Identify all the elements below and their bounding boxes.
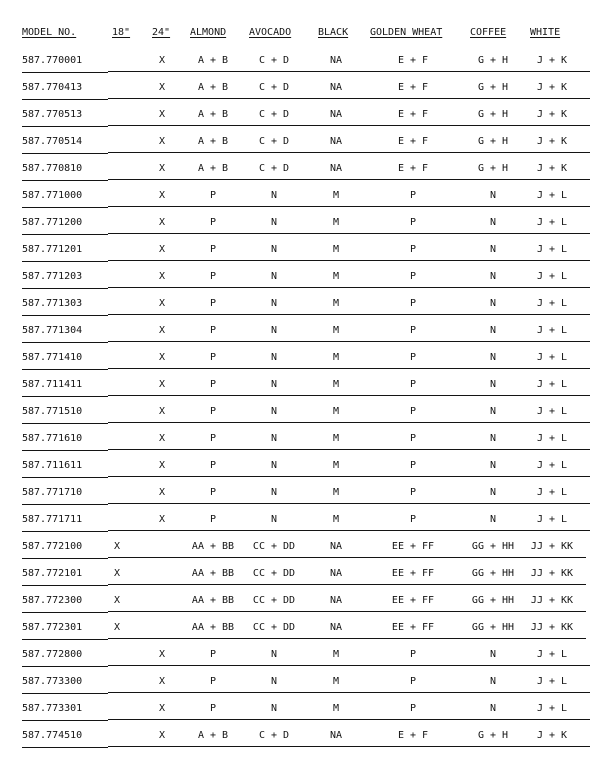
cell-coffee: N (489, 325, 497, 336)
cell-avocado: C + D (258, 109, 290, 120)
cell-golden-wheat: P (409, 244, 417, 255)
model-number: 587.711411 (22, 379, 108, 397)
cell-18-inch: X (113, 568, 121, 579)
model-number: 587.771000 (22, 190, 108, 208)
cell-black: M (332, 244, 340, 255)
row-rule (108, 584, 586, 585)
row-rule (108, 449, 590, 450)
cell-white: J + L (536, 379, 568, 390)
cell-coffee: GG + HH (471, 568, 515, 579)
model-number: 587.771510 (22, 406, 108, 424)
cell-almond: P (209, 514, 217, 525)
cell-avocado: C + D (258, 136, 290, 147)
model-number: 587.772300 (22, 595, 108, 613)
cell-avocado: N (270, 649, 278, 660)
cell-24-inch: X (158, 514, 166, 525)
cell-avocado: C + D (258, 55, 290, 66)
cell-coffee: N (489, 649, 497, 660)
cell-almond: P (209, 649, 217, 660)
row-rule (108, 287, 590, 288)
model-number: 587.771711 (22, 514, 108, 532)
table-row (0, 541, 608, 568)
cell-golden-wheat: P (409, 190, 417, 201)
cell-white: J + L (536, 190, 568, 201)
cell-almond: P (209, 487, 217, 498)
cell-24-inch: X (158, 676, 166, 687)
cell-black: M (332, 460, 340, 471)
table-row (0, 244, 608, 271)
cell-avocado: N (270, 271, 278, 282)
cell-coffee: GG + HH (471, 622, 515, 633)
model-number: 587.771303 (22, 298, 108, 316)
cell-black: M (332, 379, 340, 390)
model-number: 587.772301 (22, 622, 108, 640)
cell-24-inch: X (158, 217, 166, 228)
cell-coffee: N (489, 487, 497, 498)
row-rule (108, 665, 590, 666)
cell-avocado: N (270, 352, 278, 363)
cell-black: M (332, 433, 340, 444)
cell-almond: P (209, 460, 217, 471)
cell-coffee: GG + HH (471, 595, 515, 606)
table-row (0, 109, 608, 136)
cell-golden-wheat: E + F (397, 109, 429, 120)
cell-golden-wheat: EE + FF (391, 622, 435, 633)
cell-almond: P (209, 190, 217, 201)
cell-golden-wheat: P (409, 325, 417, 336)
cell-avocado: N (270, 298, 278, 309)
table-row (0, 55, 608, 82)
row-rule (108, 746, 590, 747)
row-rule (108, 125, 590, 126)
cell-white: J + L (536, 433, 568, 444)
row-rule (108, 233, 590, 234)
cell-avocado: N (270, 433, 278, 444)
cell-white: J + L (536, 325, 568, 336)
row-rule (108, 98, 590, 99)
cell-almond: P (209, 298, 217, 309)
cell-almond: A + B (197, 136, 229, 147)
header-18-inch: 18" (112, 27, 131, 38)
cell-almond: P (209, 406, 217, 417)
cell-24-inch: X (158, 433, 166, 444)
cell-avocado: C + D (258, 730, 290, 741)
cell-coffee: G + H (477, 55, 509, 66)
cell-avocado: CC + DD (252, 595, 296, 606)
header-coffee: COFFEE (470, 27, 507, 38)
cell-white: J + L (536, 649, 568, 660)
row-rule (108, 314, 590, 315)
table-row (0, 217, 608, 244)
cell-24-inch: X (158, 730, 166, 741)
row-rule (108, 152, 590, 153)
cell-24-inch: X (158, 352, 166, 363)
cell-white: J + K (536, 109, 568, 120)
cell-golden-wheat: P (409, 433, 417, 444)
cell-24-inch: X (158, 649, 166, 660)
cell-coffee: N (489, 676, 497, 687)
cell-golden-wheat: P (409, 298, 417, 309)
row-rule (108, 395, 590, 396)
row-rule (108, 422, 590, 423)
cell-black: M (332, 325, 340, 336)
row-rule (108, 638, 586, 639)
cell-coffee: N (489, 190, 497, 201)
cell-coffee: N (489, 352, 497, 363)
table-row (0, 352, 608, 379)
header-golden-wheat: GOLDEN WHEAT (370, 27, 443, 38)
cell-coffee: N (489, 217, 497, 228)
cell-golden-wheat: P (409, 460, 417, 471)
table-row (0, 703, 608, 730)
cell-avocado: N (270, 244, 278, 255)
table-row (0, 379, 608, 406)
cell-almond: P (209, 271, 217, 282)
model-number: 587.770413 (22, 82, 108, 100)
cell-white: J + L (536, 271, 568, 282)
table-row (0, 325, 608, 352)
cell-white: J + L (536, 514, 568, 525)
table-row (0, 298, 608, 325)
row-rule (108, 206, 590, 207)
table-row (0, 514, 608, 541)
header-almond: ALMOND (190, 27, 227, 38)
cell-white: J + K (536, 163, 568, 174)
cell-golden-wheat: P (409, 514, 417, 525)
cell-avocado: N (270, 460, 278, 471)
cell-24-inch: X (158, 460, 166, 471)
header-avocado: AVOCADO (249, 27, 292, 38)
cell-white: JJ + KK (530, 541, 574, 552)
row-rule (108, 557, 586, 558)
cell-coffee: G + H (477, 82, 509, 93)
cell-white: J + K (536, 730, 568, 741)
cell-24-inch: X (158, 406, 166, 417)
cell-24-inch: X (158, 703, 166, 714)
cell-black: NA (329, 568, 343, 579)
cell-black: NA (329, 109, 343, 120)
cell-white: J + K (536, 136, 568, 147)
cell-black: NA (329, 163, 343, 174)
cell-almond: P (209, 325, 217, 336)
cell-coffee: G + H (477, 730, 509, 741)
cell-black: NA (329, 82, 343, 93)
cell-black: M (332, 298, 340, 309)
cell-avocado: C + D (258, 163, 290, 174)
cell-black: NA (329, 136, 343, 147)
cell-almond: P (209, 217, 217, 228)
cell-white: JJ + KK (530, 568, 574, 579)
cell-black: M (332, 703, 340, 714)
cell-24-inch: X (158, 190, 166, 201)
table-row (0, 271, 608, 298)
cell-golden-wheat: E + F (397, 730, 429, 741)
cell-white: J + L (536, 217, 568, 228)
model-number: 587.773301 (22, 703, 108, 721)
cell-avocado: N (270, 325, 278, 336)
cell-24-inch: X (158, 298, 166, 309)
cell-coffee: N (489, 379, 497, 390)
model-number: 587.771203 (22, 271, 108, 289)
cell-black: NA (329, 55, 343, 66)
row-rule (108, 179, 590, 180)
cell-avocado: N (270, 514, 278, 525)
row-rule (108, 611, 586, 612)
cell-white: J + L (536, 352, 568, 363)
model-number: 587.772100 (22, 541, 108, 559)
model-number: 587.771200 (22, 217, 108, 235)
cell-golden-wheat: E + F (397, 82, 429, 93)
table-row (0, 136, 608, 163)
header-24-inch: 24" (152, 27, 171, 38)
cell-golden-wheat: P (409, 406, 417, 417)
model-number: 587.770514 (22, 136, 108, 154)
cell-coffee: G + H (477, 136, 509, 147)
model-number: 587.772800 (22, 649, 108, 667)
row-rule (108, 368, 590, 369)
table-row (0, 163, 608, 190)
model-number: 587.770810 (22, 163, 108, 181)
model-number: 587.770001 (22, 55, 108, 73)
cell-avocado: CC + DD (252, 568, 296, 579)
model-number: 587.770513 (22, 109, 108, 127)
cell-avocado: N (270, 703, 278, 714)
cell-golden-wheat: P (409, 352, 417, 363)
table-row (0, 433, 608, 460)
cell-24-inch: X (158, 109, 166, 120)
table-row (0, 190, 608, 217)
cell-24-inch: X (158, 271, 166, 282)
cell-golden-wheat: P (409, 271, 417, 282)
cell-coffee: N (489, 298, 497, 309)
model-number: 587.771304 (22, 325, 108, 343)
cell-black: M (332, 271, 340, 282)
cell-white: J + K (536, 82, 568, 93)
cell-white: J + K (536, 55, 568, 66)
cell-white: JJ + KK (530, 622, 574, 633)
cell-golden-wheat: E + F (397, 163, 429, 174)
cell-golden-wheat: P (409, 487, 417, 498)
cell-coffee: G + H (477, 163, 509, 174)
cell-avocado: N (270, 487, 278, 498)
header-white: WHITE (530, 27, 561, 38)
cell-24-inch: X (158, 244, 166, 255)
cell-almond: AA + BB (191, 541, 235, 552)
cell-golden-wheat: P (409, 379, 417, 390)
row-rule (108, 71, 590, 72)
cell-avocado: CC + DD (252, 541, 296, 552)
table-row (0, 487, 608, 514)
cell-golden-wheat: P (409, 703, 417, 714)
cell-golden-wheat: P (409, 217, 417, 228)
header-model-no: MODEL NO. (22, 27, 77, 38)
cell-avocado: C + D (258, 82, 290, 93)
cell-golden-wheat: E + F (397, 136, 429, 147)
table-row (0, 568, 608, 595)
cell-white: J + L (536, 487, 568, 498)
cell-24-inch: X (158, 136, 166, 147)
cell-almond: AA + BB (191, 622, 235, 633)
table-row (0, 82, 608, 109)
cell-24-inch: X (158, 55, 166, 66)
cell-coffee: N (489, 271, 497, 282)
cell-white: J + L (536, 298, 568, 309)
cell-golden-wheat: EE + FF (391, 541, 435, 552)
cell-coffee: N (489, 703, 497, 714)
cell-18-inch: X (113, 541, 121, 552)
cell-almond: P (209, 433, 217, 444)
cell-avocado: N (270, 190, 278, 201)
cell-almond: P (209, 703, 217, 714)
cell-avocado: N (270, 406, 278, 417)
cell-18-inch: X (113, 622, 121, 633)
cell-black: NA (329, 622, 343, 633)
cell-24-inch: X (158, 163, 166, 174)
row-rule (108, 260, 590, 261)
cell-black: NA (329, 730, 343, 741)
cell-coffee: N (489, 433, 497, 444)
cell-golden-wheat: EE + FF (391, 568, 435, 579)
model-number: 587.772101 (22, 568, 108, 586)
table-row (0, 649, 608, 676)
cell-24-inch: X (158, 325, 166, 336)
row-rule (108, 719, 590, 720)
table-row (0, 622, 608, 649)
cell-golden-wheat: E + F (397, 55, 429, 66)
model-number: 587.771610 (22, 433, 108, 451)
table-row (0, 676, 608, 703)
cell-white: J + L (536, 703, 568, 714)
cell-coffee: N (489, 514, 497, 525)
cell-24-inch: X (158, 82, 166, 93)
cell-white: JJ + KK (530, 595, 574, 606)
cell-coffee: N (489, 460, 497, 471)
cell-black: M (332, 676, 340, 687)
cell-24-inch: X (158, 379, 166, 390)
cell-almond: P (209, 676, 217, 687)
cell-white: J + L (536, 244, 568, 255)
cell-black: M (332, 217, 340, 228)
cell-almond: P (209, 379, 217, 390)
cell-golden-wheat: P (409, 649, 417, 660)
cell-coffee: N (489, 406, 497, 417)
cell-coffee: GG + HH (471, 541, 515, 552)
cell-almond: AA + BB (191, 595, 235, 606)
cell-almond: P (209, 244, 217, 255)
table-row (0, 730, 608, 757)
cell-black: NA (329, 595, 343, 606)
table-row (0, 460, 608, 487)
cell-golden-wheat: P (409, 676, 417, 687)
cell-avocado: N (270, 676, 278, 687)
cell-black: M (332, 352, 340, 363)
cell-almond: AA + BB (191, 568, 235, 579)
table-row (0, 406, 608, 433)
row-rule (108, 341, 590, 342)
cell-almond: A + B (197, 730, 229, 741)
model-number: 587.771710 (22, 487, 108, 505)
cell-18-inch: X (113, 595, 121, 606)
cell-almond: P (209, 352, 217, 363)
cell-golden-wheat: EE + FF (391, 595, 435, 606)
cell-coffee: G + H (477, 109, 509, 120)
table-row (0, 595, 608, 622)
row-rule (108, 503, 590, 504)
cell-black: NA (329, 541, 343, 552)
cell-coffee: N (489, 244, 497, 255)
cell-black: M (332, 514, 340, 525)
cell-avocado: N (270, 379, 278, 390)
cell-avocado: CC + DD (252, 622, 296, 633)
model-number: 587.774510 (22, 730, 108, 748)
cell-24-inch: X (158, 487, 166, 498)
cell-black: M (332, 649, 340, 660)
cell-almond: A + B (197, 55, 229, 66)
cell-black: M (332, 190, 340, 201)
cell-avocado: N (270, 217, 278, 228)
header-black: BLACK (318, 27, 349, 38)
model-number: 587.771201 (22, 244, 108, 262)
row-rule (108, 476, 590, 477)
row-rule (108, 530, 590, 531)
row-rule (108, 692, 590, 693)
model-number: 587.771410 (22, 352, 108, 370)
cell-white: J + L (536, 406, 568, 417)
cell-almond: A + B (197, 163, 229, 174)
cell-almond: A + B (197, 109, 229, 120)
model-number: 587.773300 (22, 676, 108, 694)
cell-white: J + L (536, 460, 568, 471)
model-number: 587.711611 (22, 460, 108, 478)
cell-black: M (332, 406, 340, 417)
cell-black: M (332, 487, 340, 498)
cell-almond: A + B (197, 82, 229, 93)
cell-white: J + L (536, 676, 568, 687)
